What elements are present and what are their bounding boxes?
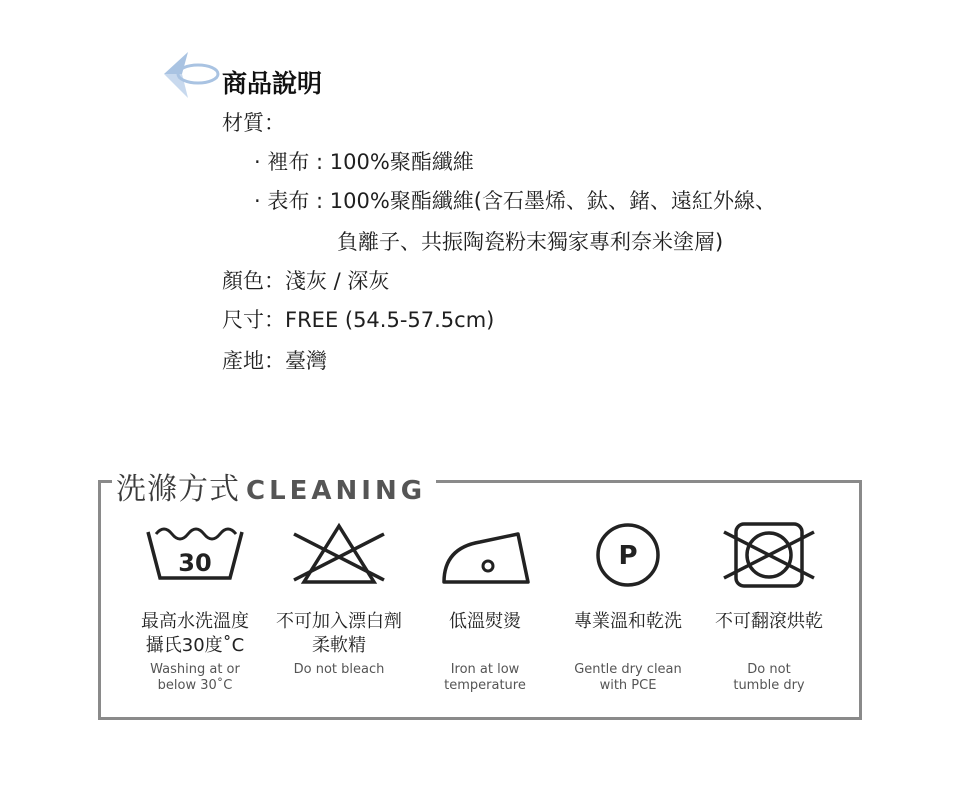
dryclean-label-zh-1: 專業溫和乾洗	[574, 611, 682, 632]
care-label-zh	[709, 610, 829, 634]
dry-clean-p-icon	[573, 520, 683, 590]
care-label-zh	[274, 610, 404, 658]
wash-30-icon	[140, 520, 250, 590]
care-label-en	[709, 662, 829, 694]
tumble-label-zh-1: 不可翻滾烘乾	[715, 611, 823, 632]
wash-label-zh-2: 攝氏30度˚C	[145, 635, 245, 656]
origin-info: 產地：臺灣	[222, 349, 327, 373]
dryclean-label-en-2: with PCE	[599, 678, 657, 693]
tumble-label-en-2: tumble dry	[733, 678, 805, 693]
no-tumble-dry-icon	[714, 520, 824, 590]
outer-material: · 表布 : 100%聚酯纖維(含石墨烯、鈦、鍺、遠紅外線、	[254, 189, 777, 213]
color-info: 顏色：淺灰 / 深灰	[222, 269, 390, 293]
no-bleach-icon	[284, 520, 394, 590]
care-label-en	[135, 662, 255, 694]
arrow-left-icon	[160, 50, 220, 110]
bleach-label-zh-2: 柔軟精	[312, 635, 366, 656]
care-label-en	[425, 662, 545, 694]
bleach-label-en-1: Do not bleach	[293, 662, 385, 677]
product-description	[0, 0, 960, 400]
care-label-zh	[135, 610, 255, 658]
wash-label-zh-1: 最高水洗溫度	[141, 611, 249, 632]
care-label-zh	[568, 610, 688, 634]
cleaning-section	[0, 440, 960, 740]
size-info: 尺寸：FREE (54.5-57.5cm)	[222, 308, 495, 332]
svg-text:P: P	[618, 541, 638, 571]
care-label-en	[274, 662, 404, 678]
material-label: 材質：	[222, 111, 285, 135]
outer-material-continued: 負離子、共振陶瓷粉末獨家專利奈米塗層)	[337, 230, 724, 254]
cleaning-heading-zh: 洗滌方式	[116, 472, 240, 507]
lining-material: · 裡布 : 100%聚酯纖維	[254, 150, 474, 174]
description-title: 商品說明	[222, 69, 323, 98]
svg-text:30: 30	[178, 549, 212, 577]
wash-label-en-1: Washing at or	[150, 662, 240, 677]
iron-low-icon	[430, 520, 540, 590]
wash-label-en-2: below 30˚C	[157, 678, 233, 693]
tumble-label-en-1: Do not	[747, 662, 791, 677]
bleach-label-zh-1: 不可加入漂白劑	[276, 611, 402, 632]
iron-label-zh-1: 低溫熨燙	[449, 611, 521, 632]
dryclean-label-en-1: Gentle dry clean	[574, 662, 682, 677]
cleaning-heading-en: CLEANING	[246, 476, 427, 506]
iron-label-en-2: temperature	[444, 678, 526, 693]
iron-label-en-1: Iron at low	[450, 662, 520, 677]
care-label-zh	[425, 610, 545, 634]
cleaning-heading	[112, 464, 436, 508]
care-label-en	[568, 662, 688, 694]
